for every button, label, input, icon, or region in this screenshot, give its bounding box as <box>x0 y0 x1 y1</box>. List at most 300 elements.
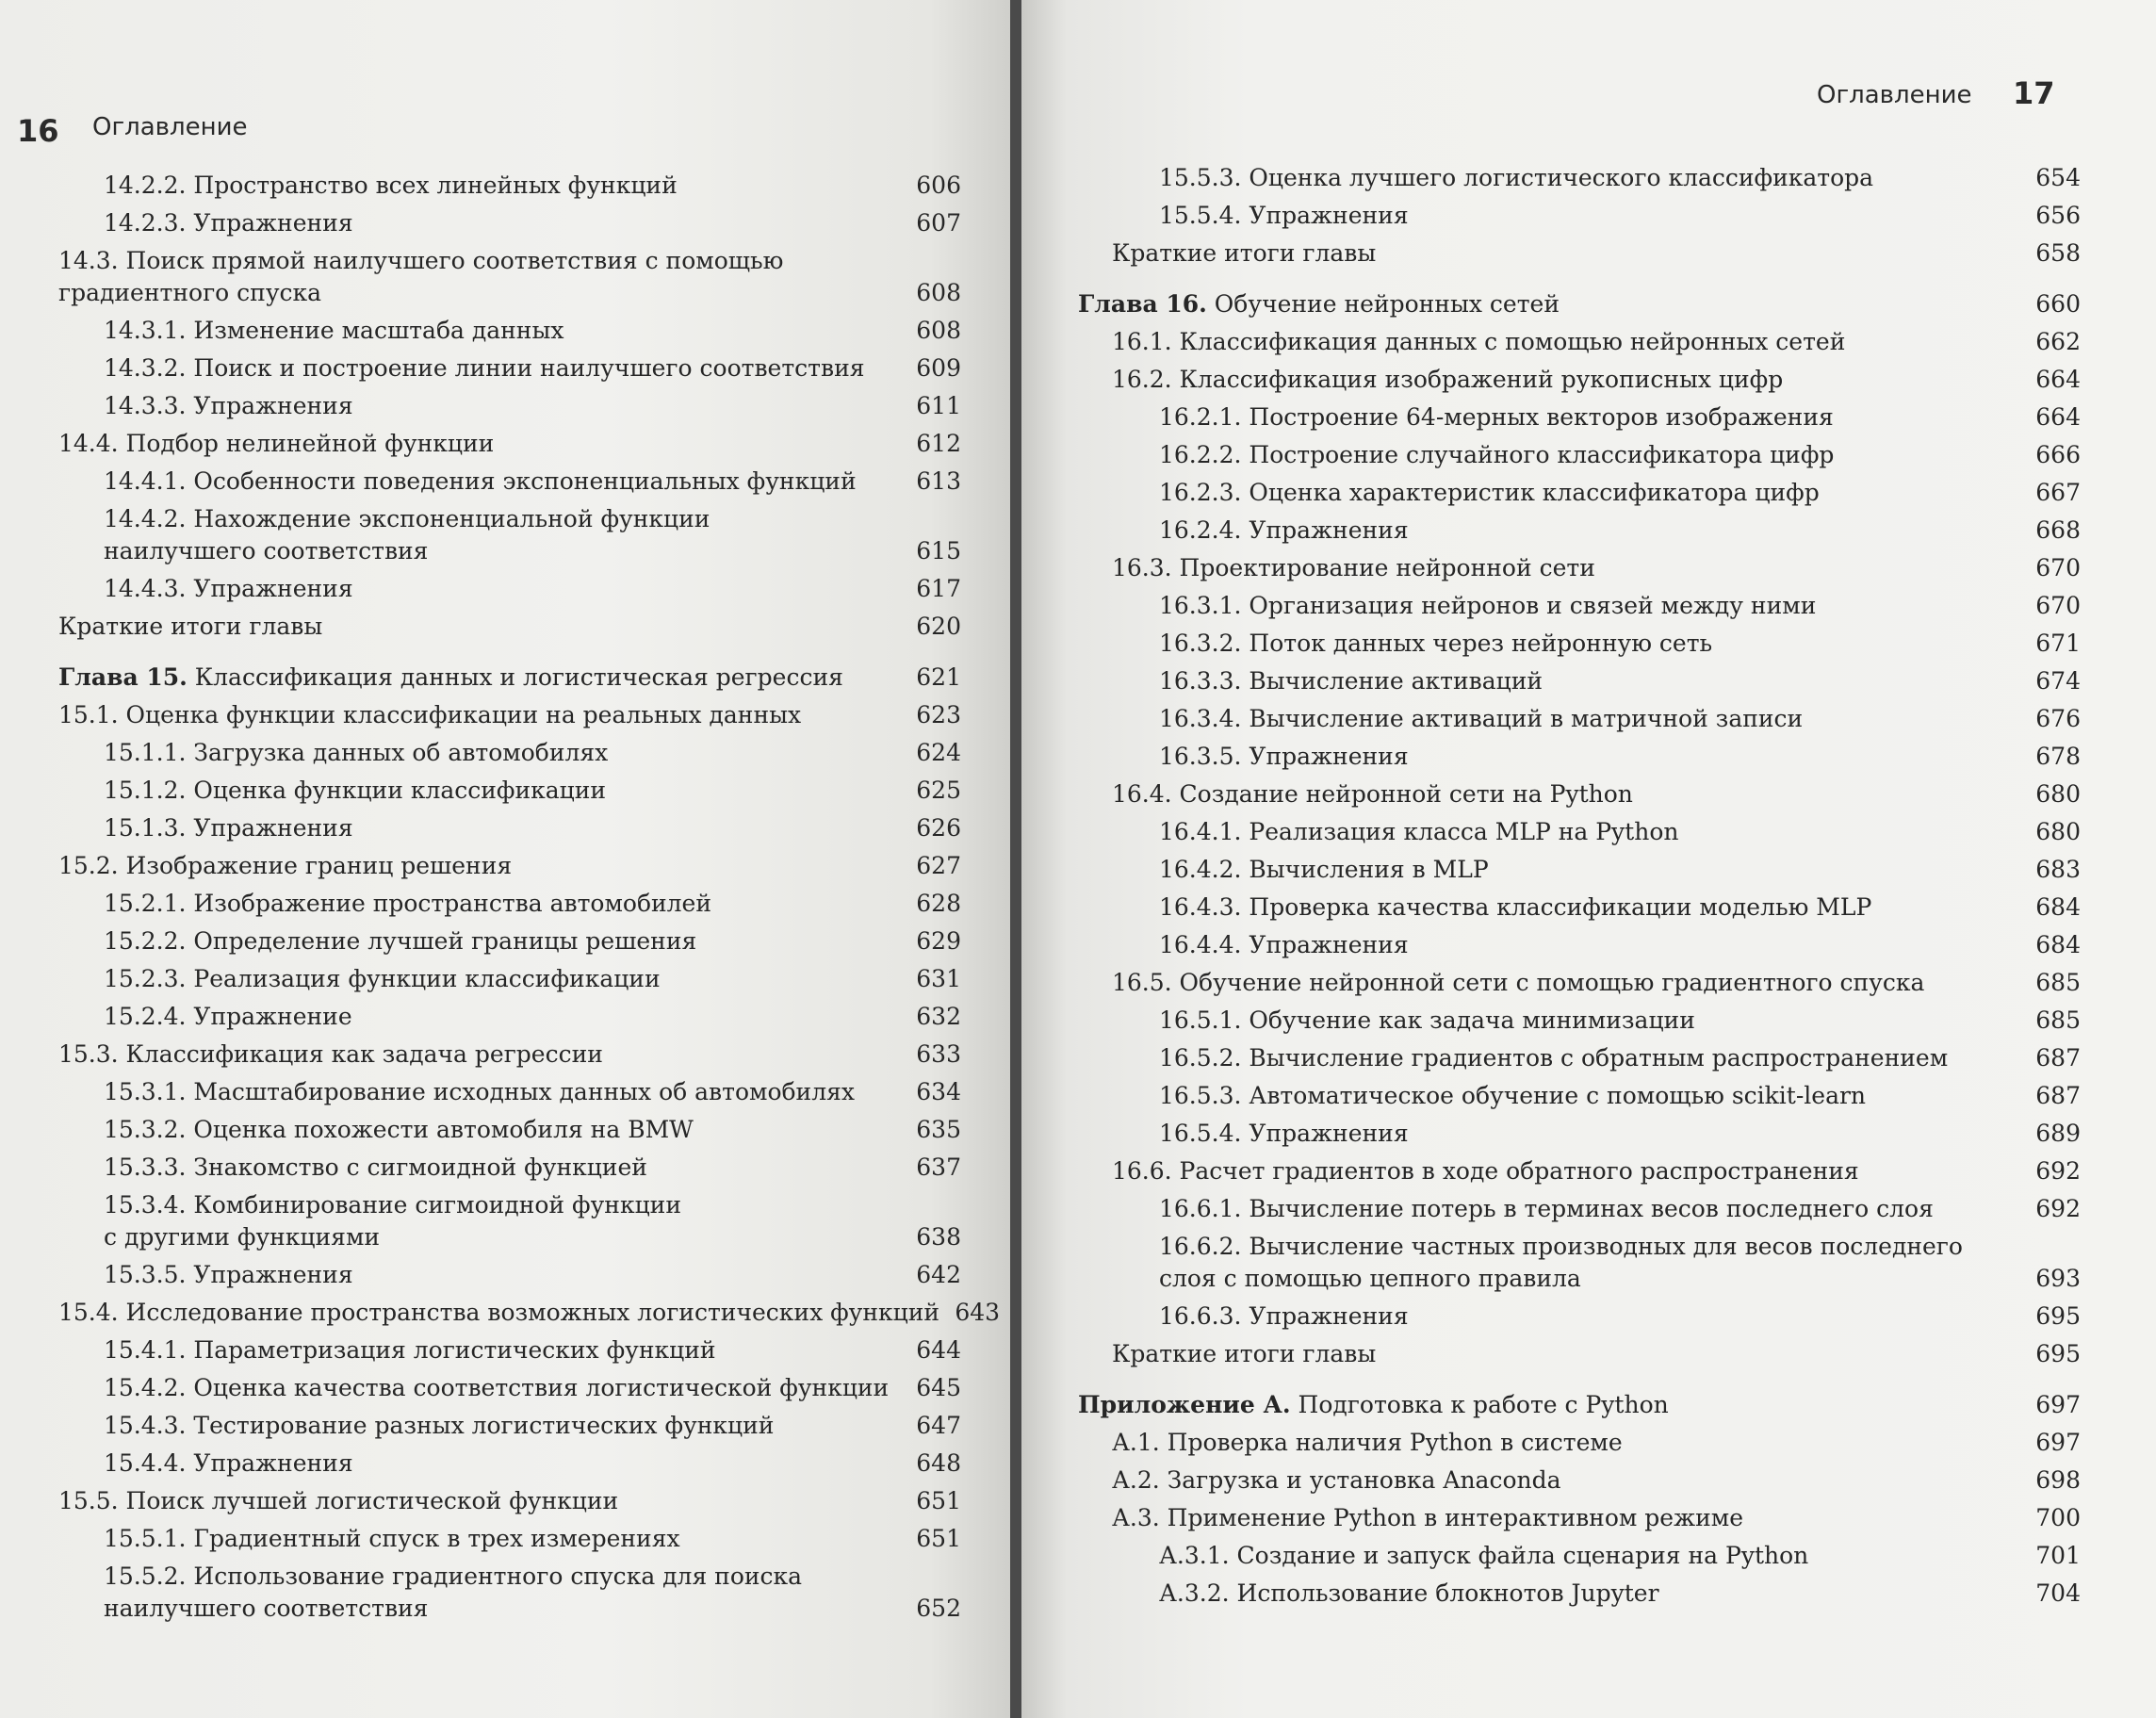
toc-entry-text: А.3. Применение Python в интерактивном режиме <box>1112 1504 1743 1531</box>
toc-page-number: 651 <box>916 1525 961 1552</box>
toc-entry-title <box>104 1448 353 1480</box>
toc-entry-title <box>58 850 512 882</box>
leader-dots <box>1416 941 2028 954</box>
toc-entry-title <box>1078 1389 1669 1421</box>
toc-entry-title <box>58 662 843 694</box>
toc-entry-title <box>1112 326 1845 358</box>
toc-page-number: 617 <box>916 575 961 602</box>
toc-entry-text: 15.1.3. Упражнения <box>104 814 353 842</box>
toc-entry-title <box>1159 628 1712 660</box>
toc-page-number: 687 <box>2035 1082 2081 1109</box>
toc-chapter-label: Глава 16. <box>1078 290 1207 318</box>
toc-page-number: 607 <box>916 209 961 237</box>
toc-entry-title <box>104 1561 802 1625</box>
toc-entry <box>1112 1338 2081 1370</box>
leader-dots <box>1416 1129 2028 1142</box>
toc-entry-title <box>104 1334 716 1366</box>
leader-dots <box>808 711 908 724</box>
leader-dots <box>1790 375 2028 388</box>
toc-entry-title <box>104 170 678 202</box>
toc-page-number: 695 <box>2035 1302 2081 1330</box>
toc-entry <box>1112 1155 2081 1187</box>
toc-entry-text: 16.5. Обучение нейронной сети с помощью градиентного спуска <box>1112 969 1925 996</box>
toc-entry <box>104 1334 961 1366</box>
toc-page-number: 698 <box>2035 1466 2081 1494</box>
leader-dots <box>724 1346 908 1359</box>
toc-entry-title <box>1159 1005 1695 1037</box>
toc-entry-title <box>104 573 353 605</box>
leader-dots <box>361 219 908 232</box>
toc-entry-title <box>1112 552 1595 584</box>
leader-dots <box>1603 564 2028 577</box>
toc-entry <box>104 737 961 769</box>
toc-entry-text: 16.4.1. Реализация класса MLP на Python <box>1159 818 1679 845</box>
toc-entry-text: 16.4. Создание нейронной сети на Python <box>1112 780 1633 808</box>
toc-entry-title <box>1112 1155 1859 1187</box>
toc-entry-title <box>1112 364 1783 396</box>
toc-entry <box>1159 200 2081 232</box>
toc-page-number: 693 <box>2035 1265 2081 1292</box>
toc-entry <box>58 699 961 731</box>
toc-entry-title <box>58 1297 939 1329</box>
toc-entry-title <box>58 428 494 460</box>
toc-entry <box>1112 1502 2081 1534</box>
toc-page-number: 664 <box>2035 366 2081 393</box>
leader-dots <box>862 1088 908 1101</box>
toc-page-number: 666 <box>2035 441 2081 468</box>
toc-entry <box>1159 1118 2081 1150</box>
toc-entry-text: 15.2.1. Изображение пространства автомобилей <box>104 890 712 917</box>
toc-entry <box>1159 1005 2081 1037</box>
toc-entry-title <box>1159 1540 1808 1572</box>
toc-entry <box>1112 237 2081 270</box>
toc-entry-text: 16.6.2. Вычисление частных производных для весов последнего <box>1159 1233 1963 1260</box>
toc-page-number: 700 <box>2035 1504 2081 1531</box>
leader-dots <box>717 547 908 560</box>
toc-page-number: 660 <box>2035 290 2081 318</box>
toc-entry <box>1159 401 2081 434</box>
toc-entry-text-continued: слоя с помощью цепного правила <box>1159 1265 1581 1292</box>
toc-entry-title <box>1159 515 1409 547</box>
toc-entry <box>104 1448 961 1480</box>
toc-entry <box>104 315 961 347</box>
leader-dots <box>1416 211 2028 224</box>
toc-entry-text: 15.3.4. Комбинирование сигмоидной функции <box>104 1191 682 1219</box>
toc-entry-title <box>1159 477 1820 509</box>
leader-dots <box>361 1270 908 1284</box>
toc-page-number: 685 <box>2035 1006 2081 1034</box>
leader-dots <box>688 1534 908 1547</box>
toc-entry-text: 16.4.2. Вычисления в MLP <box>1159 856 1489 883</box>
toc-entry-title <box>1159 401 1834 434</box>
toc-entry-text: 16.2.1. Построение 64-мерных векторов изображения <box>1159 403 1834 431</box>
toc-entry-text: 16.2.4. Упражнения <box>1159 516 1409 544</box>
toc-entry-text: Краткие итоги главы <box>1112 239 1377 267</box>
toc-entry <box>58 245 961 309</box>
toc-entry-text: 16.3.4. Вычисление активаций в матричной записи <box>1159 705 1804 732</box>
toc-entry-title <box>104 775 606 807</box>
leader-dots <box>1703 1016 2028 1029</box>
toc-entry-text: Краткие итоги главы <box>1112 1340 1377 1367</box>
toc-page-number: 704 <box>2035 1579 2081 1607</box>
toc-page-number: 631 <box>916 965 961 992</box>
leader-dots <box>1879 903 2028 916</box>
toc-entry-title <box>1112 1338 1376 1370</box>
leader-dots <box>1569 1476 2028 1489</box>
toc-entry <box>1159 1193 2081 1225</box>
toc-entry-text: 15.4.1. Параметризация логистических функций <box>104 1336 716 1364</box>
toc-entry <box>104 1152 961 1184</box>
toc-entry-text: 16.5.1. Обучение как задача минимизации <box>1159 1006 1695 1034</box>
toc-entry <box>104 925 961 957</box>
leader-dots <box>1383 1350 2028 1363</box>
leader-dots <box>1955 1054 2028 1067</box>
toc-entry <box>1112 967 2081 999</box>
leader-dots <box>1676 1400 2028 1414</box>
toc-page-number: 685 <box>2035 969 2081 996</box>
leader-dots <box>791 288 908 302</box>
toc-entry <box>1112 364 2081 396</box>
toc-page-number: 615 <box>916 537 961 564</box>
toc-page-number: 674 <box>2035 667 2081 695</box>
toc-entry <box>1159 665 2081 697</box>
toc-page-number: 621 <box>916 663 961 691</box>
leader-dots <box>1630 1438 2028 1451</box>
toc-entry <box>1159 1080 2081 1112</box>
toc-page-number: 692 <box>2035 1195 2081 1222</box>
toc-page-number: 643 <box>955 1299 1001 1326</box>
toc-entry-text: 16.5.4. Упражнения <box>1159 1120 1409 1147</box>
toc-entry <box>1112 552 2081 584</box>
toc-entry-text: 14.3. Поиск прямой наилучшего соответствия с помощью <box>58 247 784 274</box>
toc-entry-title <box>104 1523 680 1555</box>
toc-entry-text-continued: наилучшего соответствия <box>104 1595 429 1622</box>
toc-entry-text: 15.3.5. Упражнения <box>104 1261 353 1288</box>
leader-dots <box>501 439 908 452</box>
toc-entry <box>58 662 961 694</box>
leader-dots <box>1416 752 2028 765</box>
toc-entry-text: А.1. Проверка наличия Python в системе <box>1112 1429 1623 1456</box>
toc-entry-text: 14.4.3. Упражнения <box>104 575 353 602</box>
toc-entry-title <box>1159 1118 1409 1150</box>
toc-page-number: 612 <box>916 430 961 457</box>
toc-entry-title <box>104 466 857 498</box>
toc-page-number: 671 <box>2035 630 2081 657</box>
toc-entry-title <box>58 699 801 731</box>
leader-dots <box>864 477 908 490</box>
toc-entry-title <box>104 1259 353 1291</box>
toc-entry-text: 15.5.3. Оценка лучшего логистического классификатора <box>1159 164 1874 191</box>
toc-entry <box>104 1561 961 1625</box>
toc-entry-text-continued: наилучшего соответствия <box>104 537 429 564</box>
toc-entry-text: 16.2. Классификация изображений рукописных цифр <box>1112 366 1784 393</box>
toc-entry <box>1112 778 2081 810</box>
toc-page-number: 678 <box>2035 743 2081 770</box>
toc-entry-title <box>1159 741 1409 773</box>
leader-dots <box>1841 450 2028 464</box>
toc-entry-text: 15.5.1. Градиентный спуск в трех измерениях <box>104 1525 680 1552</box>
toc-page-number: 628 <box>916 890 961 917</box>
toc-entry <box>104 1076 961 1108</box>
toc-page-number: 664 <box>2035 403 2081 431</box>
leader-dots <box>361 1459 908 1472</box>
toc-entry-text: 16.4.4. Упражнения <box>1159 931 1409 958</box>
toc-entry <box>58 1297 1001 1329</box>
leader-dots <box>851 673 908 686</box>
toc-entry-title <box>1159 590 1816 622</box>
toc-entry-text: 16.6.3. Упражнения <box>1159 1302 1409 1330</box>
toc-page-number: 651 <box>916 1487 961 1514</box>
toc-entry <box>1159 1540 2081 1572</box>
toc-entry-title <box>104 963 661 995</box>
leader-dots <box>1941 1204 2028 1218</box>
toc-entry-title <box>1159 854 1489 886</box>
toc-entry <box>1159 1231 2081 1295</box>
toc-entry-text: 16.3.3. Вычисление активаций <box>1159 667 1544 695</box>
toc-page-number: 647 <box>916 1412 961 1439</box>
toc-entry-text: 15.2.2. Определение лучшей границы решения <box>104 927 697 955</box>
toc-entry-title <box>1159 439 1834 471</box>
toc-entry-text: 15.4. Исследование пространства возможных логистических функций <box>58 1299 940 1326</box>
page-number: 16 <box>17 113 59 149</box>
leader-dots <box>809 1604 908 1617</box>
toc-entry <box>104 503 961 567</box>
toc-entry-text: 16.2.2. Построение случайного классификатора цифр <box>1159 441 1835 468</box>
toc-page-number: 633 <box>916 1040 961 1068</box>
toc-page-number: 697 <box>2035 1391 2081 1418</box>
toc-entry-text: Подготовка к работе с Python <box>1290 1391 1669 1418</box>
toc-entry-text: 16.1. Классификация данных с помощью нейронных сетей <box>1112 328 1846 355</box>
toc-entry <box>104 775 961 807</box>
toc-entry-text: 15.5.4. Упражнения <box>1159 202 1409 229</box>
toc-entry-title <box>1159 200 1409 232</box>
toc-page-number: 624 <box>916 739 961 766</box>
leader-dots <box>1550 677 2028 690</box>
toc-page-number: 611 <box>916 392 961 419</box>
toc-page-number: 608 <box>916 317 961 344</box>
running-head: Оглавление <box>92 113 248 141</box>
leader-dots <box>1827 488 2028 501</box>
toc-entry <box>1159 892 2081 924</box>
toc-entry <box>58 1485 961 1517</box>
toc-entry-title <box>104 315 564 347</box>
toc-page-number: 654 <box>2035 164 2081 191</box>
leader-dots <box>613 786 908 799</box>
leader-dots <box>361 401 908 415</box>
toc-entry-text: 16.6.1. Вычисление потерь в терминах весов последнего слоя <box>1159 1195 1934 1222</box>
toc-entry <box>1159 515 2081 547</box>
leader-dots <box>1416 1312 2028 1325</box>
leader-dots <box>704 937 908 950</box>
toc-entry <box>58 1039 961 1071</box>
toc-page-number: 658 <box>2035 239 2081 267</box>
leader-dots <box>873 364 908 377</box>
toc-page-number: 629 <box>916 927 961 955</box>
toc-page-number: 627 <box>916 852 961 879</box>
toc-entry-text: 16.6. Расчет градиентов в ходе обратного распространения <box>1112 1157 1859 1185</box>
toc-entry-text: 15.3.2. Оценка похожести автомобиля на BMW <box>104 1116 694 1143</box>
leader-dots <box>1823 601 2028 614</box>
toc-entry-title <box>104 1372 889 1404</box>
leader-dots <box>1932 978 2028 991</box>
toc-entry <box>104 390 961 422</box>
toc-entry-text: 14.4. Подбор нелинейной функции <box>58 430 495 457</box>
toc-entry-text: 15.3.1. Масштабирование исходных данных об автомобилях <box>104 1078 855 1105</box>
leader-dots <box>1720 639 2028 652</box>
toc-entry-text: 16.5.3. Автоматическое обучение с помощью scikit-learn <box>1159 1082 1867 1109</box>
toc-entry-text: 15.3.3. Знакомство с сигмоидной функцией <box>104 1154 647 1181</box>
leader-dots <box>1667 1589 2028 1602</box>
toc-entry-text: Краткие итоги главы <box>58 613 323 640</box>
leader-dots <box>896 1383 908 1397</box>
leader-dots <box>1853 337 2028 351</box>
toc-entry-title <box>104 390 353 422</box>
toc-entry <box>1159 929 2081 961</box>
toc-page-number: 670 <box>2035 592 2081 619</box>
toc-entry-title <box>58 245 783 309</box>
toc-page-number: 620 <box>916 613 961 640</box>
toc-entry <box>1159 703 2081 735</box>
toc-page-number: 625 <box>916 777 961 804</box>
toc-page-number: 608 <box>916 279 961 306</box>
toc-entry <box>1159 1301 2081 1333</box>
leader-dots <box>1881 173 2028 187</box>
toc-entry-title <box>1159 703 1803 735</box>
toc-entry-text: 14.2.3. Упражнения <box>104 209 353 237</box>
toc-entry-title <box>1159 1080 1866 1112</box>
toc-entry <box>1159 590 2081 622</box>
toc-page-number: 613 <box>916 467 961 495</box>
toc-entry-title <box>104 1410 774 1442</box>
toc-entry-text: 16.2.3. Оценка характеристик классификатора цифр <box>1159 479 1820 506</box>
toc-page-number: 644 <box>916 1336 961 1364</box>
leader-dots <box>1816 1551 2028 1564</box>
toc-entry-title <box>104 503 710 567</box>
toc-entry-title <box>104 1152 647 1184</box>
toc-entry-text: 14.2.2. Пространство всех линейных функций <box>104 172 678 199</box>
toc-page-number: 667 <box>2035 479 2081 506</box>
leader-dots <box>689 1233 908 1246</box>
toc-page-number: 606 <box>916 172 961 199</box>
toc-entry-title <box>1159 816 1678 848</box>
toc-entry <box>1159 162 2081 194</box>
toc-page-number: 684 <box>2035 931 2081 958</box>
toc-entry-title <box>104 207 353 239</box>
toc-entry-text: А.2. Загрузка и установка Anaconda <box>1112 1466 1561 1494</box>
toc-page-number: 635 <box>916 1116 961 1143</box>
toc-entry-title <box>1112 778 1633 810</box>
toc-entry-title <box>1159 1301 1409 1333</box>
toc-entry <box>1078 1389 2081 1421</box>
toc-entry-text: 16.3.2. Поток данных через нейронную сеть <box>1159 630 1713 657</box>
toc-entry-title <box>104 737 608 769</box>
leader-dots <box>1970 1274 2028 1287</box>
leader-dots <box>1641 790 2028 803</box>
toc-page-number: 656 <box>2035 202 2081 229</box>
toc-entry <box>1112 326 2081 358</box>
toc-entry <box>104 1114 961 1146</box>
toc-entry-text-continued: с другими функциями <box>104 1223 381 1251</box>
toc-page-number: 638 <box>916 1223 961 1251</box>
toc-page-number: 609 <box>916 354 961 382</box>
toc-entry-text-continued: градиентного спуска <box>58 279 322 306</box>
leader-dots <box>655 1163 908 1176</box>
toc-page-number: 637 <box>916 1154 961 1181</box>
toc-entry <box>104 207 961 239</box>
toc-entry <box>1159 628 2081 660</box>
right-page <box>1021 0 2156 1718</box>
toc-entry-text: 15.1. Оценка функции классификации на реальных данных <box>58 701 802 728</box>
toc-entry-title <box>1112 967 1924 999</box>
toc-entry <box>58 611 961 643</box>
toc-page-number: 680 <box>2035 780 2081 808</box>
leader-dots <box>701 1125 908 1138</box>
toc-entry-title <box>1159 1231 1963 1295</box>
toc-page-number: 668 <box>2035 516 2081 544</box>
leader-dots <box>685 181 908 194</box>
leader-dots <box>361 584 908 597</box>
leader-dots <box>1686 827 2028 841</box>
toc-entry-title <box>1159 1042 1948 1074</box>
toc-entry-text: 14.3.3. Упражнения <box>104 392 353 419</box>
toc-page-number: 642 <box>916 1261 961 1288</box>
toc-entry <box>58 428 961 460</box>
toc-page-number: 697 <box>2035 1429 2081 1456</box>
toc-entry <box>104 1523 961 1555</box>
toc-page-number: 683 <box>2035 856 2081 883</box>
leader-dots <box>1383 249 2028 262</box>
toc-entry <box>104 812 961 844</box>
toc-entry-text: 15.1.1. Загрузка данных об автомобилях <box>104 739 609 766</box>
toc-entry-title <box>104 925 696 957</box>
leader-dots <box>1416 526 2028 539</box>
left-page <box>0 0 1010 1718</box>
toc-page-number: 692 <box>2035 1157 2081 1185</box>
leader-dots <box>668 974 908 988</box>
toc-entry <box>104 1372 961 1404</box>
toc-entry-title <box>58 1039 603 1071</box>
toc-entry-title <box>104 1114 694 1146</box>
leader-dots <box>1810 714 2028 728</box>
toc-entry-title <box>104 1001 352 1033</box>
toc-entry-title <box>104 352 865 385</box>
leader-dots <box>361 824 908 837</box>
toc-entry <box>104 466 961 498</box>
toc-entry-title <box>104 888 711 920</box>
toc-page-number: 648 <box>916 1449 961 1477</box>
toc-entry-title <box>1112 237 1376 270</box>
toc-entry <box>104 888 961 920</box>
toc-entry <box>104 963 961 995</box>
toc-chapter-label: Глава 15. <box>58 663 188 691</box>
toc-entry-text: 16.3.1. Организация нейронов и связей между ними <box>1159 592 1817 619</box>
toc-entry <box>104 1001 961 1033</box>
toc-page-number: 701 <box>2035 1542 2081 1569</box>
toc-entry-text: 15.3. Классификация как задача регрессии <box>58 1040 603 1068</box>
toc-entry-text: 16.5.2. Вычисление градиентов с обратным распространением <box>1159 1044 1949 1072</box>
toc-page-number: 652 <box>916 1595 961 1622</box>
leader-dots <box>1873 1091 2028 1104</box>
leader-dots <box>611 1050 908 1063</box>
toc-entry <box>1159 816 2081 848</box>
toc-entry-text: 16.3.5. Упражнения <box>1159 743 1409 770</box>
toc-entry-text: 15.5. Поиск лучшей логистической функции <box>58 1487 619 1514</box>
leader-dots <box>1496 865 2028 878</box>
toc-page-number: 645 <box>916 1374 961 1401</box>
page-number: 17 <box>2013 75 2055 111</box>
toc-entry-text: 15.1.2. Оценка функции классификации <box>104 777 607 804</box>
toc-entry <box>104 170 961 202</box>
